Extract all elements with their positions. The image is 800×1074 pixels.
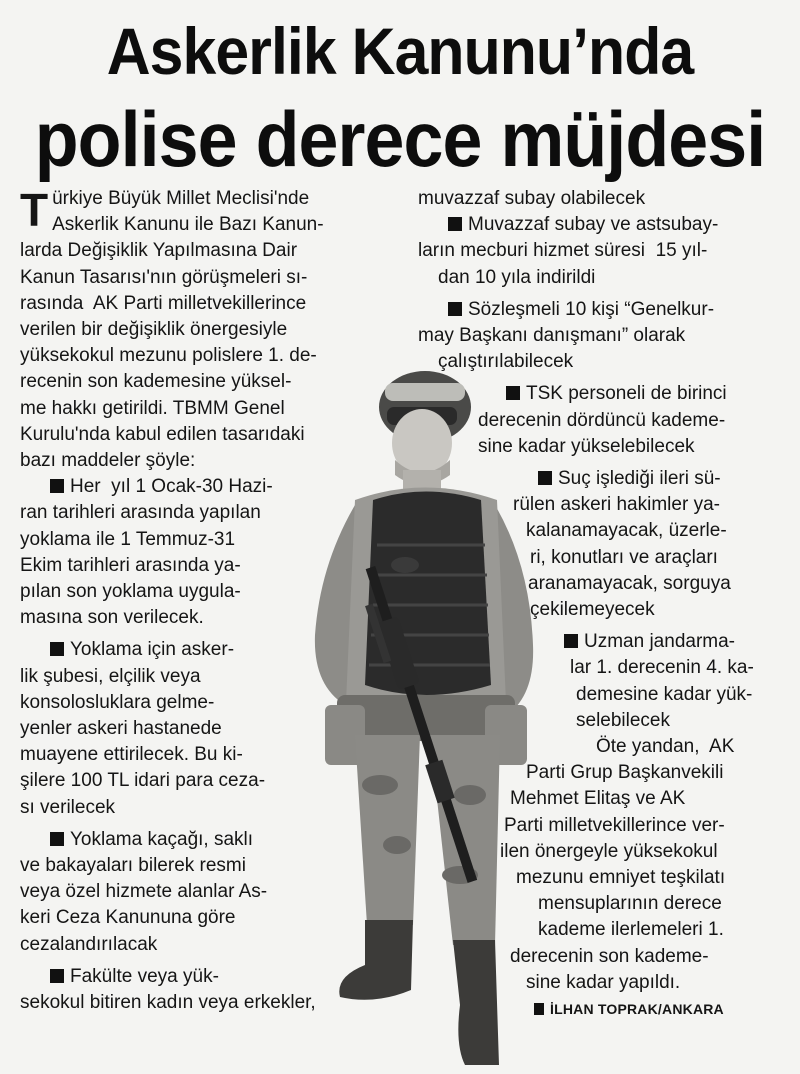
text-line: konsolosluklara gelme- [20, 691, 215, 713]
text-line: Uzman jandarma- [584, 631, 735, 653]
text-line: Fakülte veya yük- [70, 965, 219, 987]
text-line: Kurulu'nda kabul edilen tasarıdaki [20, 423, 305, 445]
text-line: Ekim tarihleri arasında ya- [20, 554, 241, 576]
byline: İLHAN TOPRAK/ANKARA [550, 1001, 724, 1018]
text-line: ve bakayaları bilerek resmi [20, 855, 246, 877]
bullet-square-icon [448, 217, 462, 231]
text-line: lik şubesi, elçilik veya [20, 665, 201, 687]
text-line: Parti milletvekillerince ver- [504, 814, 725, 836]
text-line: çekilemeyecek [530, 599, 655, 621]
text-line: bazı maddeler şöyle: [20, 450, 196, 472]
bullet-square-icon [534, 1003, 544, 1015]
text-line: ürkiye Büyük Millet Meclisi'nde [52, 188, 310, 209]
text-line: recenin son kademesine yüksel- [20, 371, 292, 393]
text-line: çalıştırılabilecek [438, 351, 574, 373]
text-line: derecenin dördüncü kademe- [478, 409, 726, 431]
text-line: ran tarihleri arasında yapılan [20, 502, 261, 524]
text-line: Öte yandan, AK [596, 736, 735, 758]
bullet-square-icon [50, 479, 64, 493]
text-line: yenler askeri hastanede [20, 718, 222, 740]
text-line: sine kadar yapıldı. [526, 971, 681, 993]
text-line: may Başkanı danışmanı” olarak [418, 325, 686, 347]
text-line: ların mecburi hizmet süresi 15 yıl- [418, 240, 708, 262]
text-line: sı verilecek [20, 796, 116, 818]
text-line: yoklama ile 1 Temmuz-31 [20, 528, 236, 550]
text-line: Suç işlediği ileri sü- [558, 468, 721, 490]
text-line: Muvazzaf subay ve astsubay- [468, 214, 719, 236]
text-line: rasında AK Parti milletvekillerince [20, 292, 307, 314]
bullet-square-icon [448, 302, 462, 316]
text-line: Sözleşmeli 10 kişi “Genelkur- [468, 298, 715, 320]
text-line: veya özel hizmete alanlar As- [20, 881, 268, 903]
text-line: selebilecek [576, 709, 670, 731]
text-line: ri, konutları ve araçları [530, 546, 718, 568]
text-line: dan 10 yıla indirildi [438, 266, 596, 288]
text-line: sekokul bitiren kadın veya erkekler, [20, 992, 316, 1014]
text-line: sine kadar yükselebilecek [478, 435, 695, 457]
headline-line-1: Askerlik Kanunu’nda [106, 14, 694, 88]
text-line: lar 1. derecenin 4. ka- [570, 657, 754, 679]
text-line: yüksekokul mezunu polislere 1. de- [20, 345, 317, 367]
text-line: Askerlik Kanunu ile Bazı Kanun- [52, 214, 324, 236]
text-line: Mehmet Elitaş ve AK [510, 788, 686, 810]
text-line: derecenin son kademe- [510, 945, 709, 967]
drop-cap: T [20, 184, 49, 236]
text-line: demesine kadar yük- [576, 683, 753, 705]
text-line: mezunu emniyet teşkilatı [516, 867, 726, 889]
text-line: muayene ettirilecek. Bu ki- [20, 744, 243, 766]
text-line: mensuplarının derece [538, 893, 722, 915]
text-line: me hakkı getirildi. TBMM Genel [20, 397, 285, 419]
text-line: masına son verilecek. [20, 607, 204, 629]
bullet-square-icon [538, 471, 552, 485]
text-line: Kanun Tasarısı'nın görüşmeleri sı- [20, 266, 308, 288]
text-line: Yoklama için asker- [70, 639, 235, 661]
text-line: şilere 100 TL idari para ceza- [20, 770, 266, 792]
bullet-square-icon [564, 634, 578, 648]
text-line: cezalandırılacak [20, 933, 158, 955]
text-line: aranamayacak, sorguya [528, 572, 731, 594]
headline-line-2: polise derece müjdesi [34, 95, 766, 183]
text-line: kalanamayacak, üzerle- [526, 520, 727, 542]
text-line: TSK personeli de birinci [526, 383, 727, 405]
bullet-square-icon [50, 642, 64, 656]
text-line: larda Değişiklik Yapılmasına Dair [20, 240, 298, 262]
text-line: muvazzaf subay olabilecek [418, 188, 646, 209]
text-line: ilen önergeyle yüksekokul [500, 840, 718, 862]
bullet-square-icon [50, 832, 64, 846]
text-line: Parti Grup Başkanvekili [526, 762, 724, 784]
text-line: keri Ceza Kanununa göre [20, 907, 236, 929]
text-line: kademe ilerlemeleri 1. [538, 919, 724, 941]
bullet-square-icon [50, 969, 64, 983]
text-line: Her yıl 1 Ocak-30 Hazi- [70, 476, 273, 498]
text-line: rülen askeri hakimler ya- [513, 494, 720, 516]
bullet-square-icon [506, 386, 520, 400]
text-line: verilen bir değişiklik önergesiyle [20, 319, 288, 341]
article-column-right [418, 186, 788, 1022]
text-line: Yoklama kaçağı, saklı [70, 828, 254, 850]
text-line: pılan son yoklama uygula- [20, 581, 241, 603]
